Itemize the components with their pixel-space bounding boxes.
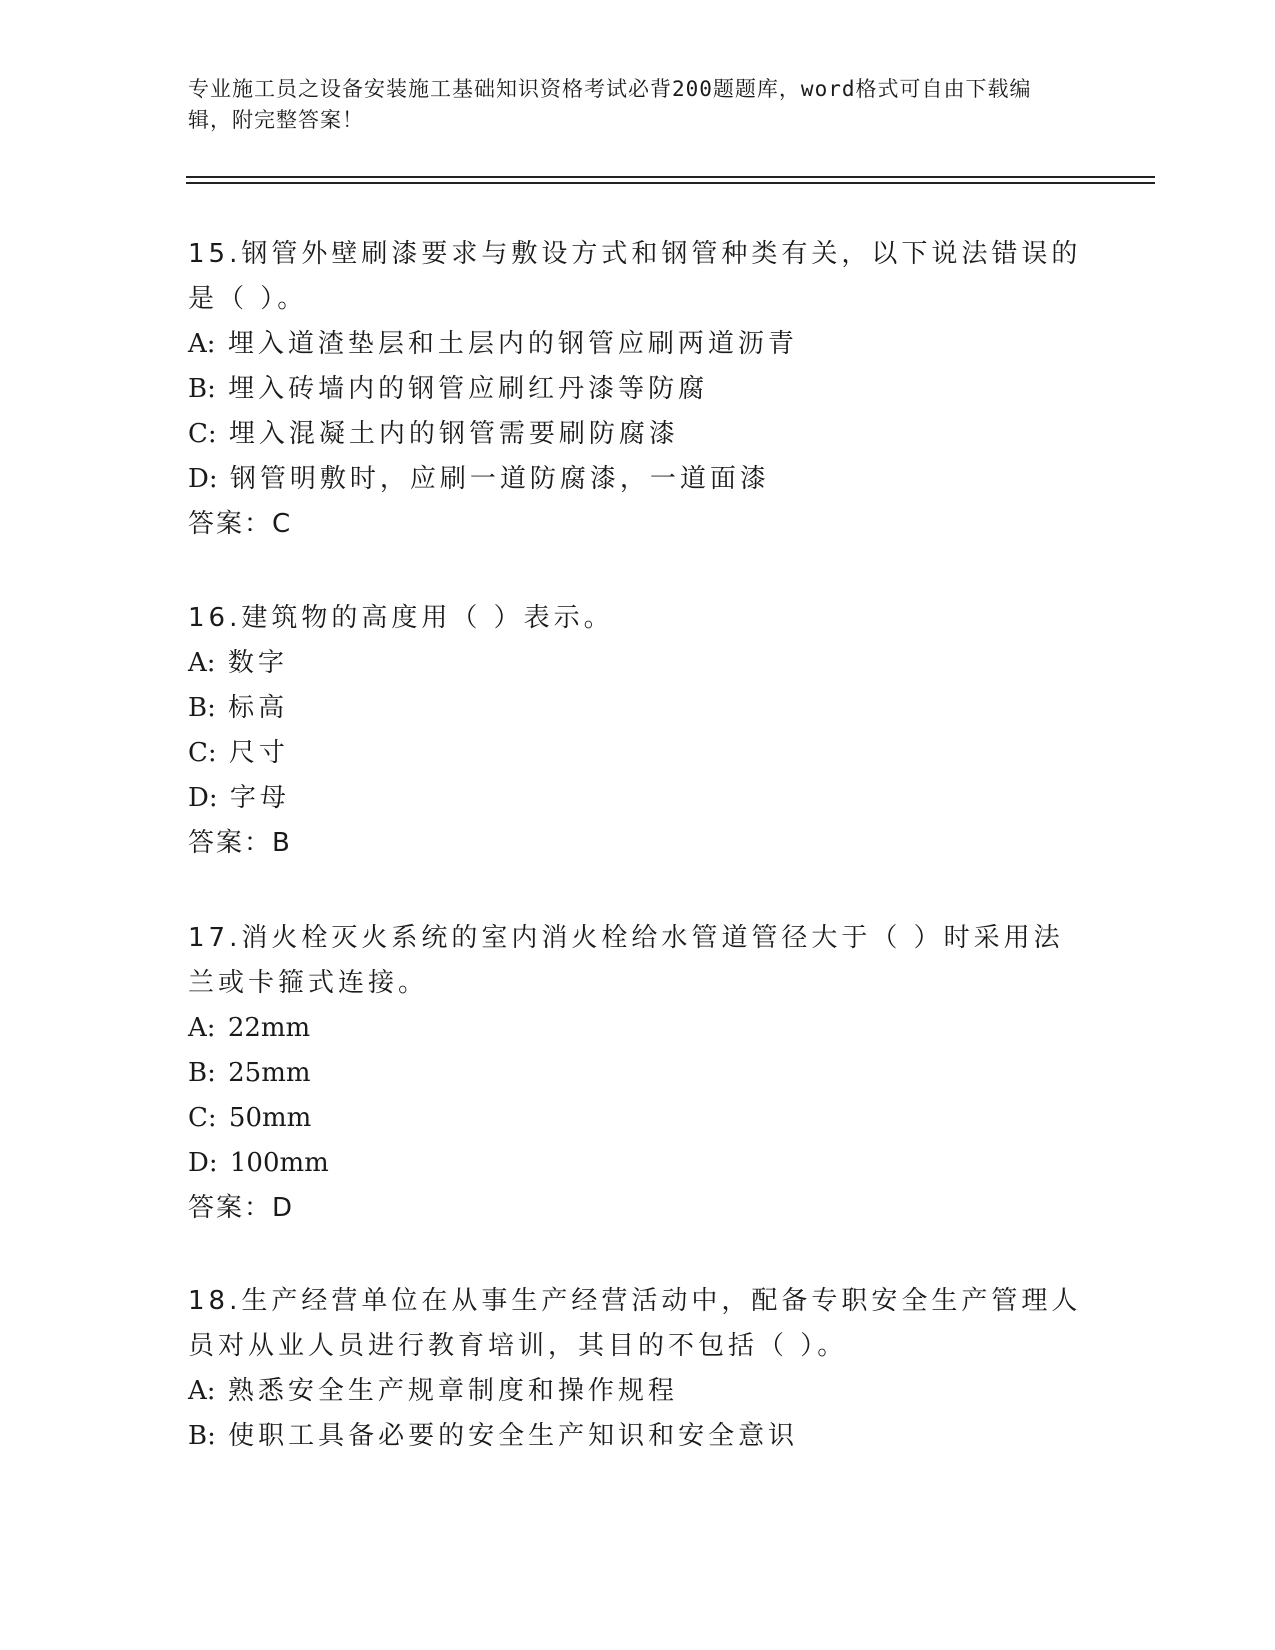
option-d	[188, 776, 1088, 821]
question-18	[188, 1279, 1088, 1459]
option-letter: B:	[188, 693, 216, 723]
option-letter: D:	[188, 1148, 218, 1178]
option-text: 尺寸	[228, 738, 289, 768]
option-a	[188, 1369, 1088, 1414]
option-text: 25mm	[228, 1058, 311, 1088]
option-text: 埋入混凝土内的钢管需要刷防腐漆	[228, 419, 679, 449]
option-letter: A:	[188, 329, 216, 359]
option-text: 22mm	[227, 1013, 311, 1043]
option-text: 钢管明敷时，应刷一道防腐漆，一道面漆	[229, 464, 770, 494]
option-c	[188, 1096, 1088, 1141]
option-text: 埋入道渣垫层和土层内的钢管应刷两道沥青	[227, 329, 798, 359]
option-letter: A:	[188, 648, 216, 678]
option-a	[188, 1006, 1088, 1051]
question-16	[188, 596, 1088, 866]
document-header: 专业施工员之设备安装施工基础知识资格考试必背200题题库，word格式可自由下载编辑，附完整答案！	[188, 77, 1032, 132]
option-text: 100mm	[229, 1148, 329, 1178]
option-b	[188, 1051, 1088, 1096]
option-text: 标高	[228, 693, 289, 723]
option-text: 熟悉安全生产规章制度和操作规程	[227, 1376, 678, 1406]
option-text: 数字	[227, 648, 288, 678]
option-d	[188, 457, 1088, 502]
question-text: 18.生产经营单位在从事生产经营活动中，配备专职安全生产管理人员对从业人员进行教育培训，其目的不包括（ ）。	[188, 1286, 1082, 1361]
option-letter: B:	[188, 1421, 216, 1451]
option-letter: C:	[188, 738, 217, 768]
question-text: 17.消火栓灭火系统的室内消火栓给水管道管径大于（ ）时采用法兰或卡箍式连接。	[188, 923, 1064, 998]
option-letter: C:	[188, 1103, 217, 1133]
option-letter: B:	[188, 1058, 216, 1088]
option-b	[188, 686, 1088, 731]
option-b	[188, 367, 1088, 412]
answer-line: 答案：C	[188, 509, 293, 539]
option-letter: D:	[188, 464, 218, 494]
header-divider-top	[186, 176, 1155, 178]
option-text: 字母	[229, 783, 290, 813]
option-b	[188, 1414, 1088, 1459]
option-text: 埋入砖墙内的钢管应刷红丹漆等防腐	[228, 374, 709, 404]
answer-line: 答案：D	[188, 1193, 295, 1223]
question-15	[188, 232, 1088, 547]
option-d	[188, 1141, 1088, 1186]
question-text: 15.钢管外壁刷漆要求与敷设方式和钢管种类有关，以下说法错误的是（ ）。	[188, 239, 1082, 314]
option-letter: D:	[188, 783, 218, 813]
option-letter: A:	[188, 1376, 216, 1406]
question-text: 16.建筑物的高度用（ ）表示。	[188, 603, 614, 633]
option-a	[188, 641, 1088, 686]
option-text: 使职工具备必要的安全生产知识和安全意识	[228, 1421, 799, 1451]
option-text: 50mm	[228, 1103, 312, 1133]
question-17	[188, 916, 1088, 1231]
option-c	[188, 731, 1088, 776]
option-letter: A:	[188, 1013, 216, 1043]
option-letter: B:	[188, 374, 216, 404]
option-c	[188, 412, 1088, 457]
option-letter: C:	[188, 419, 217, 449]
option-a	[188, 322, 1088, 367]
header-divider-bottom	[186, 182, 1155, 184]
answer-line: 答案：B	[188, 828, 292, 858]
